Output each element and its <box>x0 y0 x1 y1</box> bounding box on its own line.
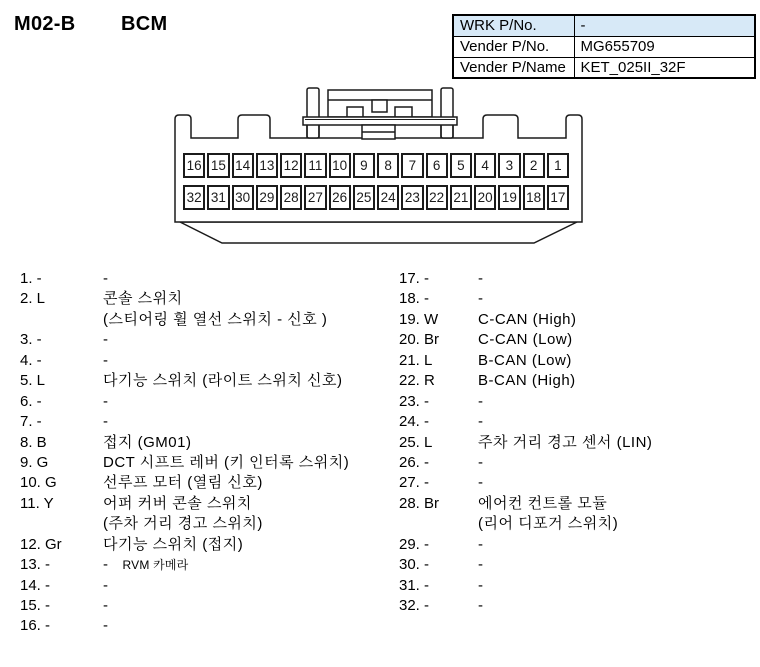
pin-box-16: 16 <box>183 153 205 178</box>
pin-box-2: 2 <box>523 153 545 178</box>
pin-description: - <box>103 392 109 410</box>
pin-description: (주차 거리 경고 스위치) <box>103 515 263 533</box>
pin-description: - <box>478 474 484 492</box>
pin-line-15 <box>20 596 385 616</box>
pin-line-3 <box>20 330 385 350</box>
pin-number-color: 4. - <box>20 351 42 369</box>
pin-line-23 <box>399 392 749 412</box>
pin-box-25: 25 <box>353 185 375 210</box>
pin-line-17 <box>399 269 749 289</box>
pin-number-color: 32. - <box>399 597 430 614</box>
pin-box-10: 10 <box>329 153 351 178</box>
connector-base-trapezoid <box>180 222 577 243</box>
pin-description: - <box>478 556 484 574</box>
pin-line-2-cont <box>20 310 385 330</box>
pin-box-13: 13 <box>256 153 278 178</box>
pin-box-22: 22 <box>426 185 448 210</box>
pin-number-color: 28. Br <box>399 494 440 512</box>
pin-number-color: 29. - <box>399 535 430 553</box>
pin-number-color: 22. R <box>399 372 435 390</box>
pin-description: DCT 시프트 레버 (키 인터록 스위치) <box>103 453 350 471</box>
info-label: Vender P/Name <box>453 57 574 78</box>
pin-description: - <box>103 617 109 635</box>
pin-description: 선루프 모터 (열림 신호) <box>103 474 263 492</box>
pin-description: 어퍼 커버 콘솔 스위치 <box>103 494 252 512</box>
pin-description: - <box>478 597 484 614</box>
pin-line-32 <box>399 596 749 616</box>
pin-number-color: 19. W <box>399 310 439 328</box>
pin-number-color: 1. - <box>20 270 42 287</box>
pin-box-20: 20 <box>474 185 496 210</box>
pin-box-29: 29 <box>256 185 278 210</box>
pin-description: - <box>478 392 484 410</box>
pin-number-color: 6. - <box>20 392 42 410</box>
pin-number-color: 18. - <box>399 290 430 308</box>
pin-box-5: 5 <box>450 153 472 178</box>
connector-name: BCM <box>121 13 168 35</box>
pin-box-3: 3 <box>498 153 520 178</box>
pin-description: 에어컨 컨트롤 모듈 <box>478 494 608 512</box>
pin-line-9 <box>20 453 385 473</box>
pin-box-15: 15 <box>207 153 229 178</box>
pin-box-6: 6 <box>426 153 448 178</box>
pin-number-color: 25. L <box>399 433 433 451</box>
pin-number-color: 24. - <box>399 413 430 431</box>
pin-box-30: 30 <box>232 185 254 210</box>
pin-description: 다기능 스위치 (접지) <box>103 535 244 553</box>
pin-line-18 <box>399 289 749 309</box>
pin-row-bottom <box>183 185 569 210</box>
info-label: Vender P/No. <box>453 36 574 57</box>
pin-line-13 <box>20 555 385 575</box>
pin-line-29 <box>399 535 749 555</box>
pin-description: 다기능 스위치 (라이트 스위치 신호) <box>103 372 343 390</box>
pin-description: - <box>103 351 109 369</box>
pin-line-28 <box>399 494 749 514</box>
pin-number-color: 14. - <box>20 576 51 594</box>
pin-number-color: 7. - <box>20 413 42 431</box>
pin-number-color: 10. G <box>20 474 57 492</box>
pin-description: - <box>478 453 484 471</box>
pin-line-12 <box>20 535 385 555</box>
pin-line-27 <box>399 473 749 493</box>
pin-description: - <box>478 535 484 553</box>
pin-line-16 <box>20 616 385 636</box>
pin-line-11-cont <box>20 514 385 534</box>
pin-description: (리어 디포거 스위치) <box>478 515 619 533</box>
pin-description: - <box>478 270 484 287</box>
pin-box-4: 4 <box>474 153 496 178</box>
pin-box-17: 17 <box>547 185 569 210</box>
pin-box-26: 26 <box>329 185 351 210</box>
pin-number-color: 21. L <box>399 351 433 369</box>
pin-box-8: 8 <box>377 153 399 178</box>
pin-line-22 <box>399 371 749 391</box>
pin-description: - <box>478 290 484 308</box>
info-value: - <box>574 15 755 36</box>
pin-description: - <box>103 331 109 349</box>
pin-description: - <box>103 413 109 431</box>
pin-number-color: 3. - <box>20 331 42 349</box>
pin-number-color: 5. L <box>20 372 46 390</box>
pin-box-9: 9 <box>353 153 375 178</box>
pin-description: 접지 (GM01) <box>103 433 192 451</box>
pin-row-top <box>183 153 569 178</box>
pin-line-24 <box>399 412 749 432</box>
pin-box-24: 24 <box>377 185 399 210</box>
pin-line-4 <box>20 351 385 371</box>
pin-description: - <box>478 576 484 594</box>
pin-box-11: 11 <box>304 153 326 178</box>
pin-description: 콘솔 스위치 <box>103 290 183 308</box>
info-value: KET_025II_32F <box>574 57 755 78</box>
pin-line-19 <box>399 310 749 330</box>
pin-box-19: 19 <box>498 185 520 210</box>
pin-line-14 <box>20 576 385 596</box>
pin-description: - RVM 카메라 <box>103 556 189 574</box>
pin-line-21 <box>399 351 749 371</box>
pin-line-31 <box>399 576 749 596</box>
pin-line-6 <box>20 392 385 412</box>
pin-number-color: 31. - <box>399 576 430 594</box>
pin-number-color: 26. - <box>399 453 430 471</box>
pin-box-32: 32 <box>183 185 205 210</box>
pin-number-color: 27. - <box>399 474 430 492</box>
pin-number-color: 12. Gr <box>20 535 62 553</box>
pin-line-20 <box>399 330 749 350</box>
pin-number-color: 15. - <box>20 597 51 614</box>
pin-box-7: 7 <box>401 153 423 178</box>
pin-description: 주차 거리 경고 센서 (LIN) <box>478 433 653 451</box>
pin-description: C-CAN (Low) <box>478 331 573 349</box>
pin-box-31: 31 <box>207 185 229 210</box>
pin-number-color: 13. - <box>20 556 51 574</box>
pin-description: - <box>478 413 484 431</box>
pin-line-11 <box>20 494 385 514</box>
pin-number-color: 2. L <box>20 290 46 308</box>
info-label: WRK P/No. <box>453 15 574 36</box>
pin-description: C-CAN (High) <box>478 310 577 328</box>
pin-box-14: 14 <box>232 153 254 178</box>
latch-band <box>303 117 457 125</box>
info-value: MG655709 <box>574 36 755 57</box>
pin-description: (스티어링 휠 열선 스위치 - 신호 ) <box>103 310 328 328</box>
pin-number-color: 23. - <box>399 392 430 410</box>
latch-post-left <box>307 88 319 138</box>
pin-box-21: 21 <box>450 185 472 210</box>
pin-line-25 <box>399 433 749 453</box>
pin-line-8 <box>20 433 385 453</box>
pin-line-5 <box>20 371 385 391</box>
pin-line-28-cont <box>399 514 749 534</box>
pin-line-10 <box>20 473 385 493</box>
pin-box-1: 1 <box>547 153 569 178</box>
pinout-list-right <box>399 269 749 616</box>
pin-number-color: 17. - <box>399 270 430 287</box>
pin-line-30 <box>399 555 749 575</box>
pin-description: - <box>103 576 109 594</box>
latch-post-right <box>441 88 453 138</box>
pin-number-color: 20. Br <box>399 331 440 349</box>
pin-line-2 <box>20 289 385 309</box>
pinout-list-left <box>20 269 385 637</box>
pin-number-color: 8. B <box>20 433 47 451</box>
pin-number-color: 11. Y <box>20 494 54 512</box>
connector-drawing <box>0 0 760 260</box>
pin-description-note: RVM 카메라 <box>122 558 189 573</box>
pin-description: - <box>103 270 109 287</box>
pin-box-27: 27 <box>304 185 326 210</box>
pin-description: B-CAN (High) <box>478 372 576 390</box>
connector-code: M02-B <box>14 13 76 35</box>
pin-box-12: 12 <box>280 153 302 178</box>
pin-description: - <box>103 597 109 614</box>
pin-line-1 <box>20 269 385 289</box>
pin-box-28: 28 <box>280 185 302 210</box>
pin-line-26 <box>399 453 749 473</box>
pin-box-18: 18 <box>523 185 545 210</box>
pin-number-color: 16. - <box>20 617 51 635</box>
pin-number-color: 30. - <box>399 556 430 574</box>
pin-number-color: 9. G <box>20 453 49 471</box>
pin-line-7 <box>20 412 385 432</box>
pin-box-23: 23 <box>401 185 423 210</box>
pin-description: B-CAN (Low) <box>478 351 572 369</box>
